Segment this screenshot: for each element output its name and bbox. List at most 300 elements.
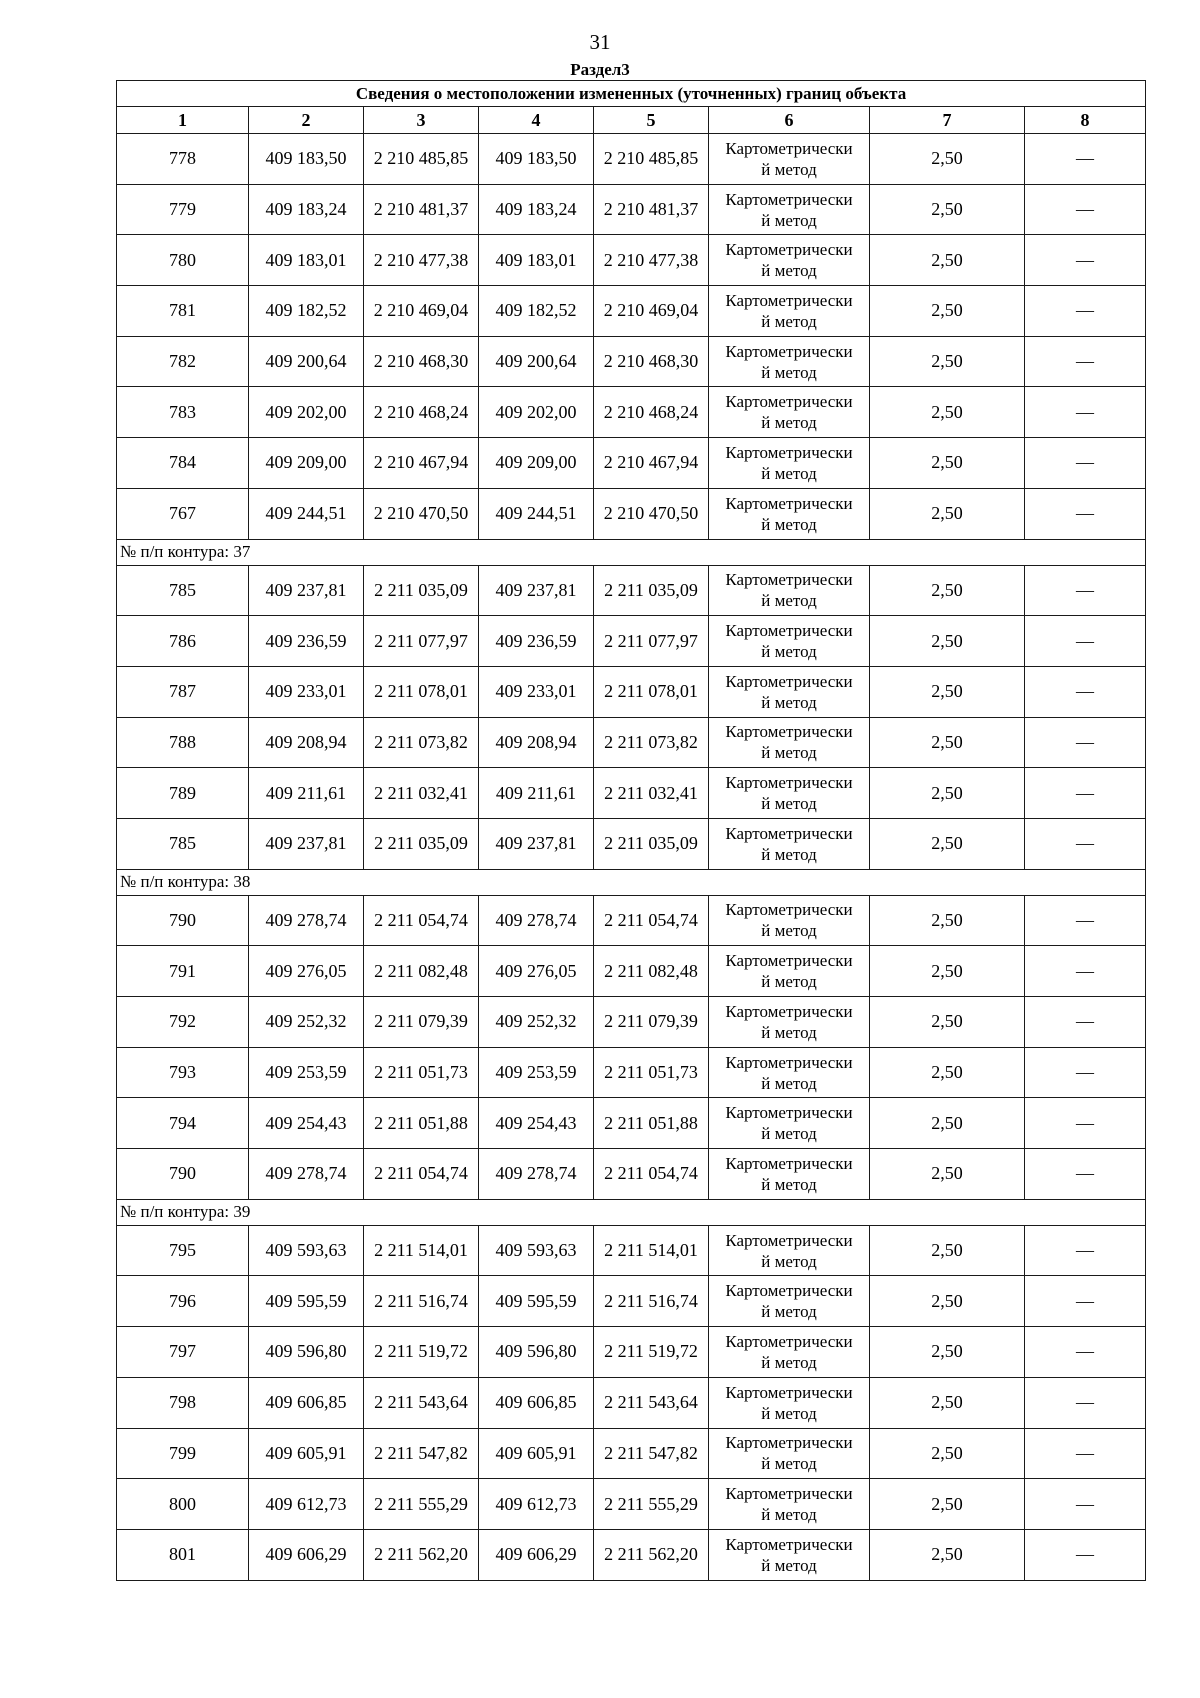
cell-c8: — (1025, 438, 1146, 489)
cell-c5: 2 211 514,01 (594, 1225, 709, 1276)
cell-method (709, 1479, 870, 1530)
cell-c8: — (1025, 184, 1146, 235)
cell-n: 785 (117, 565, 249, 616)
cell-c8: — (1025, 946, 1146, 997)
method-line-2: й метод (761, 591, 817, 611)
cell-n: 795 (117, 1225, 249, 1276)
cell-n: 790 (117, 1149, 249, 1200)
cell-c5: 2 211 035,09 (594, 818, 709, 869)
cell-c4: 409 253,59 (479, 1047, 594, 1098)
cell-c7: 2,50 (870, 488, 1025, 539)
cell-c5: 2 211 078,01 (594, 666, 709, 717)
cell-method (709, 1428, 870, 1479)
cell-method (709, 438, 870, 489)
cell-c8: — (1025, 1225, 1146, 1276)
cell-c8: — (1025, 1327, 1146, 1378)
cell-c3: 2 211 547,82 (364, 1428, 479, 1479)
cell-c7: 2,50 (870, 1377, 1025, 1428)
cell-c7: 2,50 (870, 336, 1025, 387)
cell-c4: 409 278,74 (479, 895, 594, 946)
cell-c5: 2 211 054,74 (594, 1149, 709, 1200)
cell-c8: — (1025, 565, 1146, 616)
cell-method (709, 818, 870, 869)
table-row (117, 1428, 1146, 1479)
cell-n: 781 (117, 286, 249, 337)
cell-c3: 2 211 082,48 (364, 946, 479, 997)
table-row (117, 1149, 1146, 1200)
cell-c5: 2 211 543,64 (594, 1377, 709, 1428)
method-line-2: й метод (761, 1073, 817, 1093)
cell-n: 797 (117, 1327, 249, 1378)
method-line-2: й метод (761, 1302, 817, 1322)
cell-c7: 2,50 (870, 818, 1025, 869)
method-line-1: Картометрически (725, 570, 853, 590)
cell-c4: 409 200,64 (479, 336, 594, 387)
cell-c7: 2,50 (870, 1047, 1025, 1098)
method-line-1: Картометрически (725, 138, 853, 158)
cell-c4: 409 233,01 (479, 666, 594, 717)
cell-c4: 409 183,01 (479, 235, 594, 286)
cell-method (709, 1327, 870, 1378)
cell-method (709, 235, 870, 286)
cell-c2: 409 236,59 (249, 616, 364, 667)
cell-method (709, 488, 870, 539)
column-header: 7 (870, 107, 1025, 134)
method-line-1: Картометрически (725, 1433, 853, 1453)
cell-c7: 2,50 (870, 1276, 1025, 1327)
cell-n: 783 (117, 387, 249, 438)
cell-method (709, 1149, 870, 1200)
cell-n: 791 (117, 946, 249, 997)
method-line-2: й метод (761, 261, 817, 281)
cell-c2: 409 183,01 (249, 235, 364, 286)
cell-c3: 2 211 079,39 (364, 997, 479, 1048)
cell-c3: 2 211 516,74 (364, 1276, 479, 1327)
method-line-2: й метод (761, 1124, 817, 1144)
cell-c2: 409 211,61 (249, 768, 364, 819)
table-row (117, 134, 1146, 185)
cell-c2: 409 183,24 (249, 184, 364, 235)
cell-c2: 409 596,80 (249, 1327, 364, 1378)
cell-c7: 2,50 (870, 616, 1025, 667)
table-row (117, 286, 1146, 337)
cell-c8: — (1025, 818, 1146, 869)
method-line-2: й метод (761, 413, 817, 433)
cell-c7: 2,50 (870, 1428, 1025, 1479)
method-line-2: й метод (761, 362, 817, 382)
cell-c5: 2 211 073,82 (594, 717, 709, 768)
cell-c7: 2,50 (870, 768, 1025, 819)
cell-c7: 2,50 (870, 717, 1025, 768)
cell-c5: 2 211 562,20 (594, 1529, 709, 1580)
cell-c5: 2 211 555,29 (594, 1479, 709, 1530)
table-row (117, 768, 1146, 819)
cell-c8: — (1025, 895, 1146, 946)
cell-c2: 409 612,73 (249, 1479, 364, 1530)
table-row (117, 488, 1146, 539)
cell-c5: 2 211 035,09 (594, 565, 709, 616)
cell-c5: 2 210 470,50 (594, 488, 709, 539)
method-line-1: Картометрически (725, 290, 853, 310)
cell-c8: — (1025, 488, 1146, 539)
cell-c7: 2,50 (870, 565, 1025, 616)
cell-c8: — (1025, 1529, 1146, 1580)
column-header: 1 (117, 107, 249, 134)
cell-c4: 409 237,81 (479, 818, 594, 869)
method-line-1: Картометрически (725, 1230, 853, 1250)
cell-c7: 2,50 (870, 286, 1025, 337)
contour-label: № п/п контура: 37 (117, 539, 1146, 565)
cell-c2: 409 606,29 (249, 1529, 364, 1580)
cell-c4: 409 182,52 (479, 286, 594, 337)
cell-c3: 2 211 054,74 (364, 895, 479, 946)
method-line-1: Картометрически (725, 240, 853, 260)
cell-n: 786 (117, 616, 249, 667)
cell-c5: 2 211 516,74 (594, 1276, 709, 1327)
cell-c4: 409 606,85 (479, 1377, 594, 1428)
cell-c5: 2 211 054,74 (594, 895, 709, 946)
cell-method (709, 1098, 870, 1149)
cell-c2: 409 237,81 (249, 565, 364, 616)
cell-n: 794 (117, 1098, 249, 1149)
cell-c7: 2,50 (870, 666, 1025, 717)
table-body (117, 134, 1146, 1581)
method-line-1: Картометрически (725, 900, 853, 920)
cell-method (709, 1225, 870, 1276)
cell-method (709, 895, 870, 946)
cell-c2: 409 253,59 (249, 1047, 364, 1098)
cell-c8: — (1025, 336, 1146, 387)
table-row (117, 565, 1146, 616)
cell-n: 796 (117, 1276, 249, 1327)
cell-c3: 2 211 032,41 (364, 768, 479, 819)
contour-label: № п/п контура: 38 (117, 869, 1146, 895)
method-line-2: й метод (761, 1251, 817, 1271)
cell-c4: 409 276,05 (479, 946, 594, 997)
method-line-1: Картометрически (725, 722, 853, 742)
cell-c8: — (1025, 1098, 1146, 1149)
cell-n: 789 (117, 768, 249, 819)
cell-c3: 2 211 073,82 (364, 717, 479, 768)
cell-c4: 409 593,63 (479, 1225, 594, 1276)
cell-c7: 2,50 (870, 1225, 1025, 1276)
cell-c2: 409 276,05 (249, 946, 364, 997)
column-header: 4 (479, 107, 594, 134)
cell-c7: 2,50 (870, 1479, 1025, 1530)
contour-row (117, 539, 1146, 565)
table-row (117, 818, 1146, 869)
cell-c2: 409 595,59 (249, 1276, 364, 1327)
table-row (117, 895, 1146, 946)
cell-method (709, 565, 870, 616)
contour-label: № п/п контура: 39 (117, 1199, 1146, 1225)
cell-n: 801 (117, 1529, 249, 1580)
method-line-2: й метод (761, 159, 817, 179)
cell-c4: 409 202,00 (479, 387, 594, 438)
cell-method (709, 134, 870, 185)
cell-c8: — (1025, 1428, 1146, 1479)
cell-method (709, 387, 870, 438)
cell-c5: 2 210 469,04 (594, 286, 709, 337)
cell-c5: 2 211 077,97 (594, 616, 709, 667)
method-line-2: й метод (761, 1022, 817, 1042)
cell-c8: — (1025, 1047, 1146, 1098)
cell-method (709, 336, 870, 387)
cell-c4: 409 183,50 (479, 134, 594, 185)
cell-n: 798 (117, 1377, 249, 1428)
cell-c4: 409 237,81 (479, 565, 594, 616)
cell-c7: 2,50 (870, 134, 1025, 185)
cell-c5: 2 211 079,39 (594, 997, 709, 1048)
method-line-1: Картометрически (725, 1534, 853, 1554)
cell-c2: 409 208,94 (249, 717, 364, 768)
cell-c2: 409 593,63 (249, 1225, 364, 1276)
table-row (117, 387, 1146, 438)
cell-c3: 2 210 468,24 (364, 387, 479, 438)
cell-n: 780 (117, 235, 249, 286)
cell-n: 799 (117, 1428, 249, 1479)
cell-method (709, 1276, 870, 1327)
table-row (117, 1529, 1146, 1580)
cell-c8: — (1025, 286, 1146, 337)
cell-c2: 409 605,91 (249, 1428, 364, 1479)
cell-c3: 2 211 519,72 (364, 1327, 479, 1378)
cell-c8: — (1025, 1276, 1146, 1327)
cell-c4: 409 208,94 (479, 717, 594, 768)
cell-c8: — (1025, 616, 1146, 667)
cell-method (709, 1529, 870, 1580)
method-line-1: Картометрически (725, 671, 853, 691)
cell-c8: — (1025, 666, 1146, 717)
cell-c2: 409 244,51 (249, 488, 364, 539)
method-line-2: й метод (761, 1403, 817, 1423)
cell-method (709, 184, 870, 235)
cell-method (709, 997, 870, 1048)
cell-n: 793 (117, 1047, 249, 1098)
method-line-2: й метод (761, 210, 817, 230)
cell-c7: 2,50 (870, 1149, 1025, 1200)
cell-method (709, 768, 870, 819)
cell-c2: 409 254,43 (249, 1098, 364, 1149)
cell-c2: 409 237,81 (249, 818, 364, 869)
cell-c5: 2 211 051,88 (594, 1098, 709, 1149)
cell-c2: 409 200,64 (249, 336, 364, 387)
cell-c4: 409 244,51 (479, 488, 594, 539)
column-header: 8 (1025, 107, 1146, 134)
cell-c2: 409 202,00 (249, 387, 364, 438)
method-line-1: Картометрически (725, 823, 853, 843)
cell-c2: 409 278,74 (249, 1149, 364, 1200)
cell-c5: 2 211 051,73 (594, 1047, 709, 1098)
cell-c7: 2,50 (870, 387, 1025, 438)
cell-c8: — (1025, 235, 1146, 286)
method-line-2: й метод (761, 463, 817, 483)
cell-c3: 2 210 470,50 (364, 488, 479, 539)
cell-c5: 2 210 477,38 (594, 235, 709, 286)
method-line-1: Картометрически (725, 1331, 853, 1351)
table-row (117, 235, 1146, 286)
column-header: 5 (594, 107, 709, 134)
cell-c4: 409 595,59 (479, 1276, 594, 1327)
method-line-2: й метод (761, 1505, 817, 1525)
cell-c4: 409 596,80 (479, 1327, 594, 1378)
method-line-1: Картометрически (725, 341, 853, 361)
cell-c3: 2 211 054,74 (364, 1149, 479, 1200)
cell-n: 778 (117, 134, 249, 185)
cell-c8: — (1025, 1377, 1146, 1428)
cell-c5: 2 210 467,94 (594, 438, 709, 489)
method-line-2: й метод (761, 1174, 817, 1194)
cell-c8: — (1025, 387, 1146, 438)
method-line-1: Картометрически (725, 1484, 853, 1504)
method-line-2: й метод (761, 311, 817, 331)
cell-c3: 2 210 481,37 (364, 184, 479, 235)
cell-c3: 2 211 562,20 (364, 1529, 479, 1580)
cell-c3: 2 211 077,97 (364, 616, 479, 667)
table-row (117, 946, 1146, 997)
cell-c4: 409 254,43 (479, 1098, 594, 1149)
cell-c2: 409 182,52 (249, 286, 364, 337)
cell-c3: 2 211 051,73 (364, 1047, 479, 1098)
cell-method (709, 1047, 870, 1098)
table-row (117, 717, 1146, 768)
cell-n: 784 (117, 438, 249, 489)
method-line-2: й метод (761, 972, 817, 992)
cell-c8: — (1025, 768, 1146, 819)
cell-c7: 2,50 (870, 1529, 1025, 1580)
column-number-row (117, 107, 1146, 134)
cell-c3: 2 211 514,01 (364, 1225, 479, 1276)
cell-n: 767 (117, 488, 249, 539)
table-row (117, 616, 1146, 667)
cell-c7: 2,50 (870, 997, 1025, 1048)
method-line-1: Картометрически (725, 189, 853, 209)
column-header: 2 (249, 107, 364, 134)
cell-c3: 2 211 051,88 (364, 1098, 479, 1149)
cell-c5: 2 210 468,24 (594, 387, 709, 438)
table-title: Сведения о местоположении измененных (уточненных) границ объекта (117, 81, 1146, 107)
cell-c3: 2 210 468,30 (364, 336, 479, 387)
cell-n: 782 (117, 336, 249, 387)
table-row (117, 1276, 1146, 1327)
cell-method (709, 666, 870, 717)
method-line-1: Картометрически (725, 1281, 853, 1301)
cell-c7: 2,50 (870, 1327, 1025, 1378)
method-line-1: Картометрически (725, 493, 853, 513)
method-line-1: Картометрически (725, 1052, 853, 1072)
cell-c5: 2 211 032,41 (594, 768, 709, 819)
section-title: Раздел3 (570, 60, 630, 79)
cell-c7: 2,50 (870, 235, 1025, 286)
cell-c4: 409 209,00 (479, 438, 594, 489)
method-line-1: Картометрически (725, 392, 853, 412)
cell-c3: 2 211 543,64 (364, 1377, 479, 1428)
cell-n: 792 (117, 997, 249, 1048)
table-row (117, 184, 1146, 235)
table-row (117, 1047, 1146, 1098)
cell-c8: — (1025, 717, 1146, 768)
page-number: 31 (589, 30, 611, 54)
cell-c2: 409 606,85 (249, 1377, 364, 1428)
cell-c3: 2 211 035,09 (364, 565, 479, 616)
cell-n: 779 (117, 184, 249, 235)
table-row (117, 438, 1146, 489)
cell-n: 785 (117, 818, 249, 869)
table-row (117, 336, 1146, 387)
cell-c5: 2 210 485,85 (594, 134, 709, 185)
method-line-2: й метод (761, 514, 817, 534)
cell-c4: 409 211,61 (479, 768, 594, 819)
cell-c4: 409 612,73 (479, 1479, 594, 1530)
cell-c5: 2 211 547,82 (594, 1428, 709, 1479)
cell-c5: 2 211 082,48 (594, 946, 709, 997)
cell-method (709, 717, 870, 768)
cell-c4: 409 252,32 (479, 997, 594, 1048)
table-row (117, 1377, 1146, 1428)
column-header: 3 (364, 107, 479, 134)
method-line-1: Картометрически (725, 1001, 853, 1021)
table-row (117, 1098, 1146, 1149)
cell-c4: 409 605,91 (479, 1428, 594, 1479)
cell-method (709, 286, 870, 337)
cell-c4: 409 236,59 (479, 616, 594, 667)
cell-c3: 2 211 078,01 (364, 666, 479, 717)
cell-n: 790 (117, 895, 249, 946)
table-row (117, 997, 1146, 1048)
cell-method (709, 1377, 870, 1428)
cell-c2: 409 278,74 (249, 895, 364, 946)
cell-c7: 2,50 (870, 438, 1025, 489)
cell-n: 787 (117, 666, 249, 717)
cell-c3: 2 210 469,04 (364, 286, 479, 337)
method-line-1: Картометрически (725, 1103, 853, 1123)
cell-n: 788 (117, 717, 249, 768)
cell-c2: 409 209,00 (249, 438, 364, 489)
cell-c8: — (1025, 997, 1146, 1048)
column-header: 6 (709, 107, 870, 134)
coordinates-table (116, 80, 1146, 1581)
method-line-1: Картометрически (725, 1153, 853, 1173)
cell-method (709, 946, 870, 997)
method-line-1: Картометрически (725, 951, 853, 971)
table-row (117, 1225, 1146, 1276)
method-line-2: й метод (761, 844, 817, 864)
method-line-2: й метод (761, 1454, 817, 1474)
cell-c5: 2 210 468,30 (594, 336, 709, 387)
cell-c8: — (1025, 1479, 1146, 1530)
cell-c2: 409 183,50 (249, 134, 364, 185)
cell-c3: 2 211 555,29 (364, 1479, 479, 1530)
contour-row (117, 1199, 1146, 1225)
table-row (117, 1479, 1146, 1530)
method-line-2: й метод (761, 1555, 817, 1575)
cell-c8: — (1025, 134, 1146, 185)
cell-c3: 2 210 467,94 (364, 438, 479, 489)
cell-c8: — (1025, 1149, 1146, 1200)
cell-c3: 2 210 485,85 (364, 134, 479, 185)
cell-c4: 409 183,24 (479, 184, 594, 235)
cell-c5: 2 211 519,72 (594, 1327, 709, 1378)
cell-c2: 409 233,01 (249, 666, 364, 717)
cell-c4: 409 278,74 (479, 1149, 594, 1200)
method-line-1: Картометрически (725, 621, 853, 641)
method-line-2: й метод (761, 642, 817, 662)
cell-c7: 2,50 (870, 946, 1025, 997)
table-row (117, 1327, 1146, 1378)
table-row (117, 666, 1146, 717)
method-line-1: Картометрически (725, 442, 853, 462)
cell-c7: 2,50 (870, 1098, 1025, 1149)
